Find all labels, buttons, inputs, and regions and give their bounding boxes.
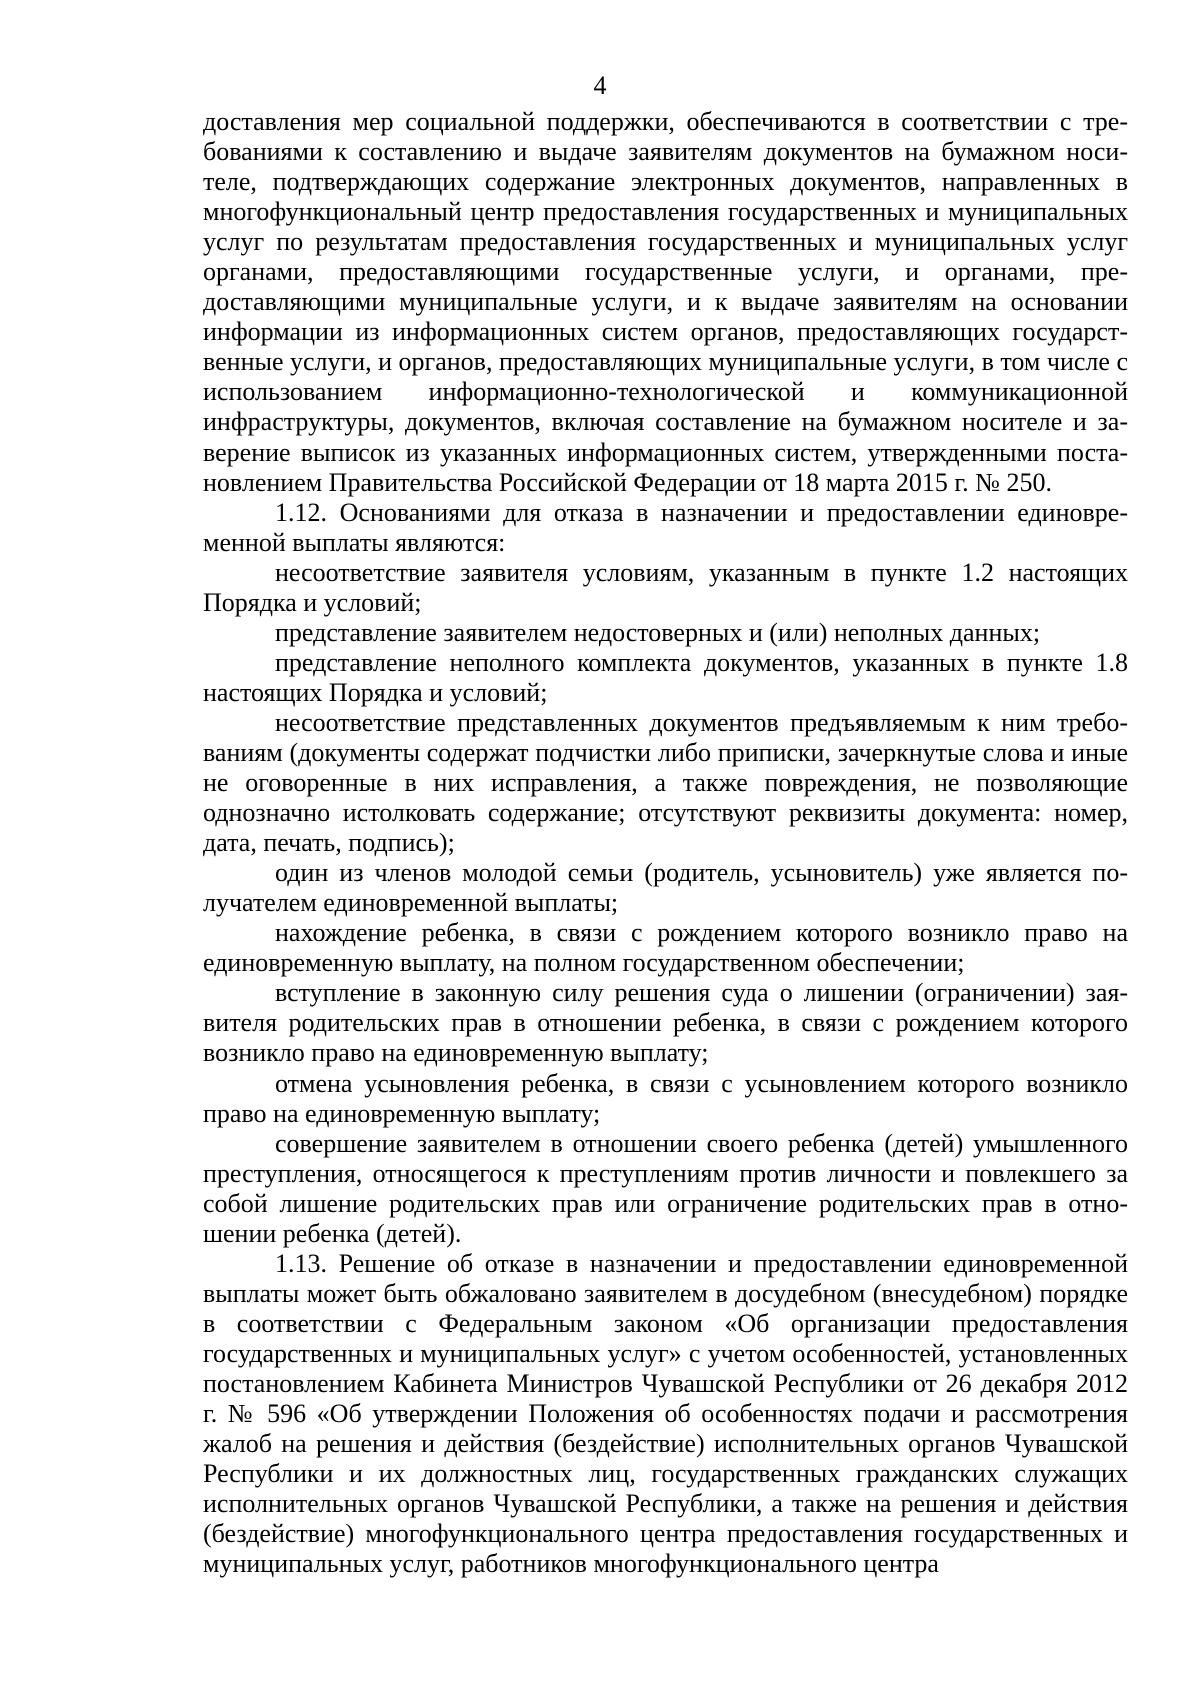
- list-item-refusal-ground: совершение заявителем в отношении своего ребенка (детей) умышленного преступления, относящегося к преступлениям против личности и повлекшего за собой лишение родительских прав или ограничение родительских прав в отношении ребенка (детей).: [203, 1128, 1128, 1248]
- body-text: [203, 107, 1128, 1579]
- list-item-refusal-ground: вступление в законную силу решения суда о лишении (ограничении) заявителя родительских прав в отношении ребенка, в связи с рождением которого возникло право на единовременную выплату;: [203, 978, 1128, 1068]
- paragraph-continuation: доставления мер социальной поддержки, обеспечиваются в соответствии с требованиями к составлению и выдаче заявителям документов на бумажном носителе, подтверждающих содержание электронных документов, направленных в многофункциональный центр предоставления государственных и муниципальных услуг по результатам предоставления государственных и муниципальных услуг органами, предоставляющими государственные услуги, и органами, предоставляющими муниципальные услуги, и к выдаче заявителям на основании информации из информационных систем органов, предоставляющих государственные услуги, и органов, предоставляющих муниципальные услуги, в том числе с использованием информационно-технологической и коммуникационной инфраструктуры, документов, включая составление на бумажном носителе и заверение выписок из указанных информационных систем, утвержденными постановлением Правительства Российской Федерации от 18 марта 2015 г. № 250.: [203, 107, 1128, 497]
- list-item-refusal-ground: представление неполного комплекта документов, указанных в пункте 1.8 настоящих Порядка и условий;: [203, 647, 1128, 707]
- list-item-refusal-ground: один из членов молодой семьи (родитель, усыновитель) уже является получателем единовременной выплаты;: [203, 858, 1128, 918]
- paragraph-clause-1-13: 1.13. Решение об отказе в назначении и предоставлении единовременной выплаты может быть обжаловано заявителем в досудебном (внесудебном) порядке в соответствии с Федеральным законом «Об организации предоставления государственных и муниципальных услуг» с учетом особенностей, установленных постановлением Кабинета Министров Чувашской Республики от 26 декабря 2012 г. № 596 «Об утверждении Положения об особенностях подачи и рассмотрения жалоб на решения и действия (бездействие) исполнительных органов Чувашской Республики и их должностных лиц, государственных гражданских служащих исполнительных органов Чувашской Республики, а также на решения и действия (бездействие) многофункционального центра предоставления государственных и муниципальных услуг, работников многофункционального центра: [203, 1248, 1128, 1579]
- paragraph-clause-1-12: 1.12. Основаниями для отказа в назначении и предоставлении единовременной выплаты являются:: [203, 497, 1128, 557]
- list-item-refusal-ground: отмена усыновления ребенка, в связи с усыновлением которого возникло право на единовременную выплату;: [203, 1068, 1128, 1128]
- list-item-refusal-ground: несоответствие заявителя условиям, указанным в пункте 1.2 настоящих Порядка и условий;: [203, 557, 1128, 617]
- list-item-refusal-ground: представление заявителем недостоверных и (или) неполных данных;: [275, 617, 1041, 647]
- list-item-refusal-ground: нахождение ребенка, в связи с рождением которого возникло право на единовременную выплату, на полном государственном обеспечении;: [203, 918, 1128, 978]
- page-number: 4: [593, 71, 607, 100]
- list-item-refusal-ground: несоответствие представленных документов предъявляемым к ним требованиям (документы содержат подчистки либо приписки, зачеркнутые слова и иные не оговоренные в них исправления, а также повреждения, не позволяющие однозначно истолковать содержание; отсутствуют реквизиты документа: номер, дата, печать, подпись);: [203, 707, 1128, 858]
